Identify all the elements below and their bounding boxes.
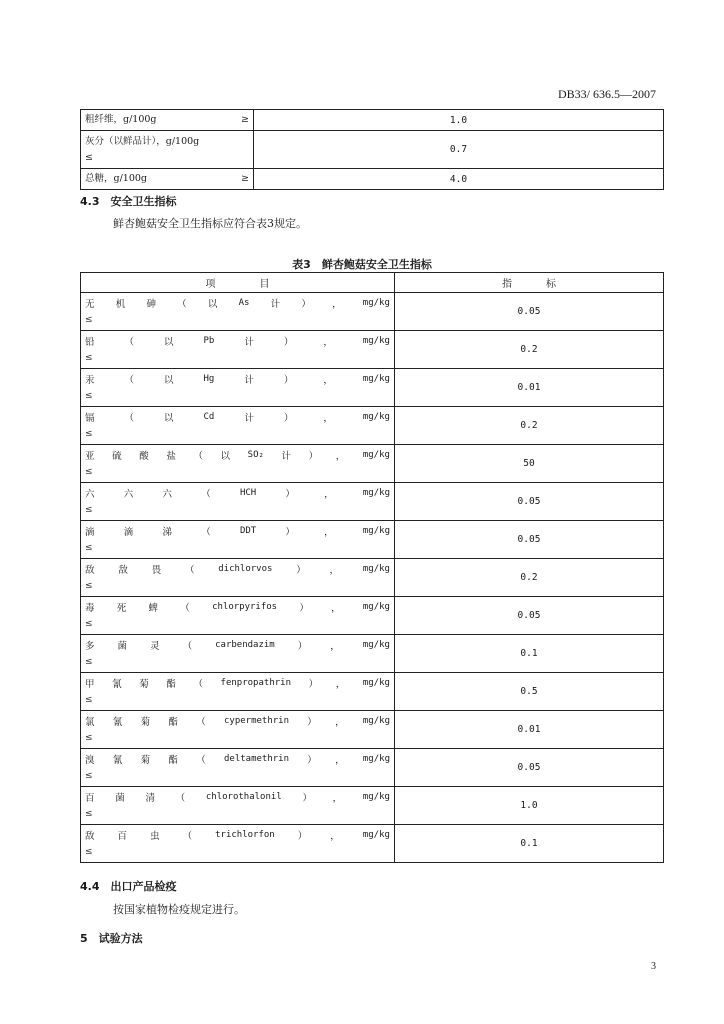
item-name-part: mg/kg [362, 336, 390, 346]
item-name-part: 涕 [162, 527, 172, 538]
item-name-part: 氰 [112, 755, 123, 766]
item-name [85, 294, 390, 312]
item-value: 1.0 [395, 787, 664, 825]
item-name-part: ） [285, 527, 295, 538]
row-name-cell [81, 110, 254, 131]
item-name-part: （ [124, 337, 135, 348]
item-name-part: 甲 [85, 679, 95, 690]
item-name-part: ） [307, 755, 317, 766]
section-4-4-text: 按国家植物检疫规定进行。 [113, 903, 245, 916]
item-name-part: （ [184, 565, 195, 576]
item-name-part: mg/kg [362, 298, 390, 308]
item-name-part: ） [283, 337, 294, 348]
table-row [81, 110, 664, 131]
item-name-part: 死 [116, 603, 127, 614]
item-name-part: 以 [164, 375, 174, 386]
item-name-part: 亚 [85, 451, 95, 462]
item-name [85, 598, 390, 616]
item-name-cell [81, 597, 395, 635]
item-sign: ≤ [85, 809, 93, 819]
item-name-part: mg/kg [362, 526, 390, 536]
table-row [81, 749, 664, 787]
item-name-part: ， [335, 679, 346, 690]
item-name-part: 敌 [85, 831, 95, 842]
item-name-part: ， [329, 565, 340, 576]
nutrition-table [80, 109, 664, 190]
item-name-part: （ [180, 603, 190, 614]
item-name-part: 酯 [168, 755, 178, 766]
table-row [81, 445, 664, 483]
item-name-cell [81, 521, 395, 559]
item-name-part: ） [283, 375, 294, 386]
item-name-part: 敌 [85, 565, 95, 576]
item-sign: ≤ [85, 353, 93, 363]
item-sign: ≤ [85, 467, 93, 477]
item-name-part: 计 [270, 299, 281, 310]
item-name-part: DDT [239, 526, 257, 536]
row-value: 1.0 [254, 110, 664, 131]
item-name-part: 铅 [85, 337, 95, 348]
table-row [81, 597, 664, 635]
item-name-part: ） [308, 451, 319, 462]
item-name-part: ， [330, 641, 340, 652]
item-name-part: 计 [244, 413, 254, 424]
item-value: 0.05 [395, 483, 664, 521]
item-name-part: ） [283, 413, 294, 424]
item-sign: ≤ [85, 619, 93, 629]
item-sign: ≤ [85, 543, 93, 553]
table-row [81, 673, 664, 711]
item-value: 0.01 [395, 369, 664, 407]
item-name-part: mg/kg [362, 488, 390, 498]
item-name-cell [81, 711, 395, 749]
item-name [85, 712, 390, 730]
standard-code: DB33/ 636.5—2007 [557, 87, 656, 101]
section-4-3-heading: 4.3 安全卫生指标 [80, 195, 177, 208]
item-name-part: dichlorvos [218, 564, 273, 574]
item-name-part: （ [193, 451, 203, 462]
item-name-part: （ [201, 527, 211, 538]
table-row [81, 521, 664, 559]
row-name-cell [81, 131, 254, 169]
item-name-part: 滴 [85, 527, 95, 538]
item-name-part: 虫 [150, 831, 160, 842]
section-4-4-heading: 4.4 出口产品检疫 [80, 880, 177, 893]
item-name-part: 菊 [139, 679, 149, 690]
item-name-part: （ [182, 641, 193, 652]
item-name-cell [81, 445, 395, 483]
item-name-part: （ [124, 413, 135, 424]
row-value: 0.7 [254, 131, 664, 169]
item-name-part: （ [196, 717, 206, 728]
item-name-part: ， [324, 527, 334, 538]
item-name [85, 560, 390, 578]
row-name: 灰分（以鲜品计），g/100g [85, 135, 200, 147]
row-sign: ≤ [85, 151, 93, 163]
item-name-part: SO₂ [247, 450, 264, 460]
item-name-part: ， [323, 413, 333, 424]
item-name-part: 菊 [140, 717, 151, 728]
item-name-part: 计 [281, 451, 292, 462]
section-5-heading: 5 试验方法 [80, 932, 143, 945]
item-value: 0.1 [395, 825, 664, 863]
item-name [85, 674, 390, 692]
item-name-cell [81, 483, 395, 521]
table-header-row [81, 273, 664, 293]
item-name-part: （ [196, 755, 206, 766]
row-sign: ≥ [241, 173, 249, 184]
item-value: 0.05 [395, 293, 664, 331]
table-row [81, 483, 664, 521]
item-sign: ≤ [85, 391, 93, 401]
item-name-part: 清 [145, 793, 155, 804]
item-name-part: Cd [203, 412, 215, 422]
item-name [85, 636, 390, 654]
item-sign: ≤ [85, 429, 93, 439]
item-sign: ≤ [85, 581, 93, 591]
item-name-part: ） [308, 679, 319, 690]
table-row [81, 635, 664, 673]
item-sign: ≤ [85, 771, 93, 781]
item-value: 0.01 [395, 711, 664, 749]
item-name-part: mg/kg [362, 640, 390, 650]
item-name-part: 畏 [151, 565, 162, 576]
item-name-cell [81, 293, 395, 331]
item-value: 0.05 [395, 521, 664, 559]
item-name-cell [81, 331, 395, 369]
item-sign: ≤ [85, 315, 93, 325]
item-name-part: Pb [203, 336, 215, 346]
item-name-part: fenpropathrin [220, 678, 291, 688]
safety-index-table [80, 272, 664, 863]
item-value: 0.05 [395, 597, 664, 635]
item-name-cell [81, 787, 395, 825]
item-name-part: 菌 [117, 641, 128, 652]
item-name-part: 砷 [146, 299, 156, 310]
item-name-part: 毒 [85, 603, 95, 614]
row-value: 4.0 [254, 169, 664, 190]
item-name-part: As [238, 298, 250, 308]
item-name-part: ， [324, 489, 334, 500]
item-name-part: 敌 [118, 565, 128, 576]
item-name-part: 酯 [168, 717, 178, 728]
item-name-part: 盐 [166, 451, 176, 462]
table-row [81, 169, 664, 190]
item-name-cell [81, 825, 395, 863]
table-row [81, 331, 664, 369]
item-name-part: 计 [244, 337, 254, 348]
item-name [85, 446, 390, 464]
table-row [81, 407, 664, 445]
item-sign: ≤ [85, 733, 93, 743]
table-row [81, 131, 664, 169]
item-name [85, 522, 390, 540]
item-name-part: （ [201, 489, 211, 500]
item-name-part: 酯 [166, 679, 176, 690]
item-name [85, 332, 390, 350]
item-name-part: 氯 [85, 717, 95, 728]
item-name-part: ， [330, 831, 340, 842]
item-name [85, 826, 390, 844]
item-name-cell [81, 407, 395, 445]
item-name-part: mg/kg [362, 716, 390, 726]
header-value: 指标 [395, 273, 664, 293]
item-name-part: ， [332, 299, 342, 310]
item-name-part: （ [175, 793, 186, 804]
item-name [85, 408, 390, 426]
item-name-part: trichlorfon [215, 830, 275, 840]
item-name [85, 370, 390, 388]
item-name-part: carbendazim [215, 640, 275, 650]
item-name-part: ） [307, 717, 317, 728]
item-name-part: ） [297, 831, 308, 842]
item-name-part: 百 [117, 831, 128, 842]
item-name-part: ， [323, 375, 333, 386]
item-name-part: ） [301, 299, 311, 310]
item-name-part: mg/kg [362, 564, 390, 574]
item-name-part: chlorpyrifos [212, 602, 278, 612]
section-4-3-text: 鲜杏鲍菇安全卫生指标应符合表3规定。 [113, 217, 307, 230]
table-caption: 表3 鲜杏鲍菇安全卫生指标 [292, 258, 432, 271]
item-name-part: 滴 [123, 527, 134, 538]
item-name-part: 酸 [139, 451, 149, 462]
table-row [81, 825, 664, 863]
item-name-part: 硫 [112, 451, 122, 462]
item-name-part: mg/kg [362, 450, 390, 460]
item-name-part: ） [296, 565, 306, 576]
row-sign: ≥ [241, 114, 249, 125]
item-name-part: 六 [123, 489, 134, 500]
page-number: 3 [651, 961, 656, 972]
item-value: 50 [395, 445, 664, 483]
item-sign: ≤ [85, 505, 93, 515]
item-value: 0.1 [395, 635, 664, 673]
header-item: 项目 [81, 273, 395, 293]
item-name-part: mg/kg [362, 754, 390, 764]
row-name: 总糖，g/100g [85, 173, 147, 184]
table-row [81, 293, 664, 331]
item-name-part: chlorothalonil [205, 792, 282, 802]
item-name-part: 氰 [112, 717, 123, 728]
item-name-part: （ [124, 375, 135, 386]
item-name-part: mg/kg [362, 374, 390, 384]
item-name-part: 以 [164, 413, 174, 424]
item-sign: ≤ [85, 695, 93, 705]
item-name [85, 788, 390, 806]
item-name-part: 菌 [115, 793, 125, 804]
item-value: 0.5 [395, 673, 664, 711]
item-name-part: ， [335, 717, 345, 728]
item-name-part: 蜱 [148, 603, 159, 614]
item-name-part: mg/kg [362, 602, 390, 612]
item-name-part: 氰 [112, 679, 122, 690]
item-name-part: 机 [115, 299, 126, 310]
item-name-cell [81, 635, 395, 673]
item-name-part: ） [285, 489, 295, 500]
item-name-part: 以 [164, 337, 174, 348]
item-sign: ≤ [85, 657, 93, 667]
item-name-part: mg/kg [362, 792, 390, 802]
item-name-cell [81, 369, 395, 407]
row-name-cell [81, 169, 254, 190]
item-name-part: （ [177, 299, 187, 310]
item-name-part: 无 [85, 299, 95, 310]
item-name-part: 六 [162, 489, 172, 500]
item-name-part: HCH [239, 488, 257, 498]
item-name-part: 灵 [150, 641, 160, 652]
item-value: 0.2 [395, 331, 664, 369]
item-name-part: 溴 [85, 755, 95, 766]
item-name-part: ， [332, 793, 343, 804]
item-sign: ≤ [85, 847, 93, 857]
item-name-part: 百 [85, 793, 95, 804]
item-name-part: mg/kg [362, 678, 390, 688]
item-value: 0.2 [395, 559, 664, 597]
item-name-part: ） [302, 793, 312, 804]
item-name-part: 以 [207, 299, 218, 310]
item-name-part: 六 [85, 489, 95, 500]
item-name-part: deltamethrin [223, 754, 290, 764]
item-name-part: ， [335, 451, 346, 462]
item-name-part: ） [299, 603, 309, 614]
item-name-part: ， [335, 755, 345, 766]
item-name-part: 计 [244, 375, 254, 386]
item-name-part: 菊 [140, 755, 151, 766]
item-name-part: 汞 [85, 375, 95, 386]
table-row [81, 369, 664, 407]
table-row [81, 559, 664, 597]
item-name-part: ， [323, 337, 333, 348]
item-name-part: mg/kg [362, 830, 390, 840]
item-name-part: 多 [85, 641, 95, 652]
item-name-part: 镉 [85, 413, 95, 424]
item-value: 0.05 [395, 749, 664, 787]
item-name-part: （ [193, 679, 203, 690]
item-name-cell [81, 673, 395, 711]
table-row [81, 787, 664, 825]
item-name-part: Hg [203, 374, 215, 384]
item-value: 0.2 [395, 407, 664, 445]
table-row [81, 711, 664, 749]
item-name-part: ） [297, 641, 308, 652]
item-name [85, 750, 390, 768]
item-name-part: cypermethrin [223, 716, 290, 726]
item-name-part: （ [182, 831, 193, 842]
row-name: 粗纤维，g/100g [85, 114, 157, 125]
item-name-part: mg/kg [362, 412, 390, 422]
item-name-cell [81, 749, 395, 787]
item-name-cell [81, 559, 395, 597]
item-name-part: ， [331, 603, 341, 614]
item-name [85, 484, 390, 502]
item-name-part: 以 [220, 451, 231, 462]
